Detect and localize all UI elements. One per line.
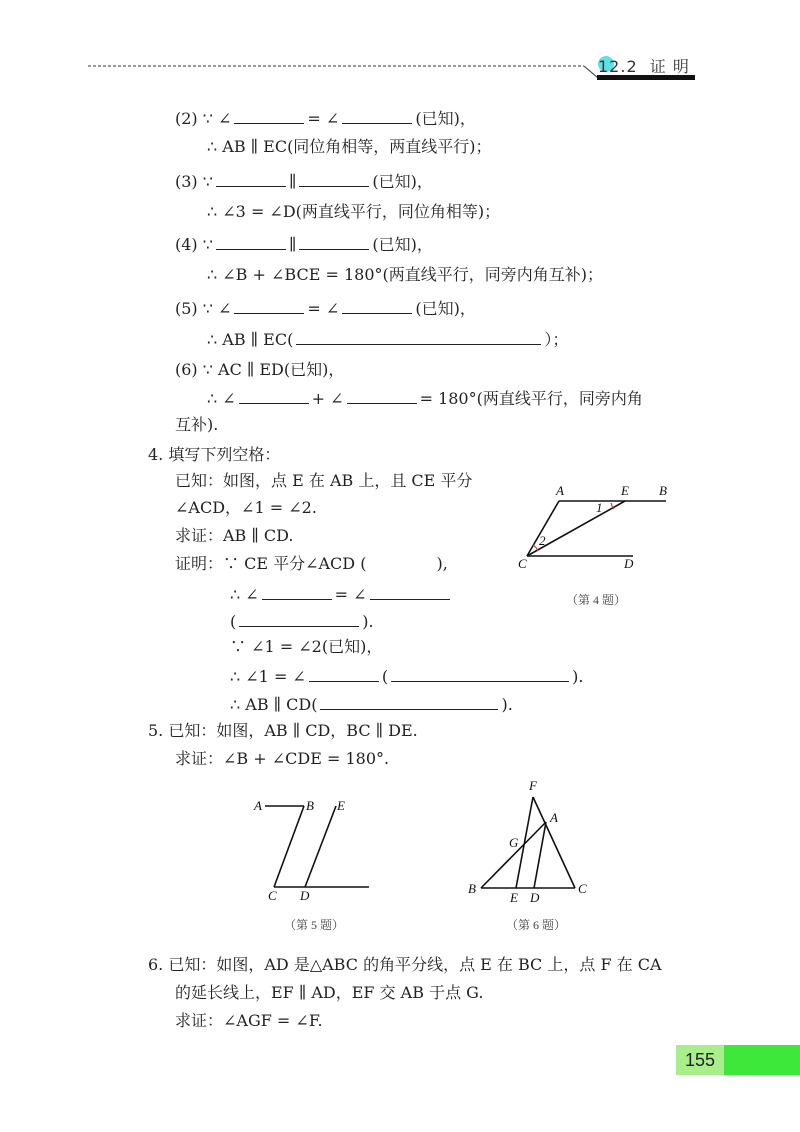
fig5-label-e: E — [337, 798, 345, 813]
blank[interactable] — [262, 583, 332, 600]
header-diagonal — [584, 66, 598, 78]
text: (2) ∵ ∠ — [175, 109, 232, 128]
text: (已知)， — [415, 299, 476, 318]
text: ). — [572, 667, 584, 686]
exercise-line: 已知：如图，点 E 在 AB 上，且 CE 平分 — [175, 471, 473, 490]
text: + ∠ — [311, 389, 344, 408]
running-header — [598, 54, 690, 77]
exercise-line — [230, 665, 583, 687]
exercise-line: 互补). — [175, 415, 219, 434]
fig6-label-c: C — [578, 881, 587, 896]
blank[interactable] — [216, 233, 286, 250]
blank[interactable] — [342, 107, 412, 124]
fig5-label-a: A — [254, 798, 262, 813]
fig4-label-b: B — [659, 483, 667, 498]
exercise-line — [230, 693, 513, 715]
fig5-caption: （第 5 题） — [284, 918, 345, 932]
blank[interactable] — [234, 107, 304, 124]
exercise-line: ∴ ∠B + ∠BCE = 180°(两直线平行，同旁内角互补)； — [207, 265, 603, 284]
exercise-line — [175, 107, 476, 129]
blank[interactable] — [239, 387, 309, 404]
page-number: 155 — [676, 1045, 724, 1075]
fig5-label-b: B — [306, 798, 314, 813]
blank[interactable] — [299, 233, 369, 250]
text: ∴ ∠1 = ∠ — [230, 667, 306, 686]
fig6-label-f: F — [529, 778, 537, 793]
blank[interactable] — [239, 610, 359, 627]
exercise-line — [175, 170, 433, 192]
text: ( — [381, 667, 389, 686]
text: ( — [230, 612, 237, 631]
text: (3) ∵ — [175, 172, 213, 191]
exercise-line — [230, 610, 374, 632]
text: ∴ AB ∥ CD( — [230, 695, 318, 714]
blank[interactable] — [234, 297, 304, 314]
text: (已知)， — [415, 109, 476, 128]
fig4-caption: （第 4 题） — [566, 593, 627, 607]
exercise-line: 求证：∠B + ∠CDE = 180°. — [175, 749, 390, 768]
fig6-caption: （第 6 题） — [506, 918, 567, 932]
exercise-line — [230, 583, 453, 605]
text: ). — [501, 695, 513, 714]
text: ∥ — [288, 235, 297, 254]
exercise-line: 的延长线上，EF ∥ AD，EF 交 AB 于点 G. — [175, 983, 484, 1002]
text: = ∠ — [307, 299, 340, 318]
fig5-label-c: C — [268, 888, 277, 903]
exercise-line: ∵ ∠1 = ∠2(已知)， — [230, 637, 383, 656]
exercise-heading: 5. 已知：如图，AB ∥ CD，BC ∥ DE. — [148, 721, 418, 740]
exercise-heading: 6. 已知：如图，AD 是△ABC 的角平分线，点 E 在 BC 上，点 F 在 CA — [148, 955, 662, 974]
blank[interactable] — [216, 170, 286, 187]
blank[interactable] — [391, 665, 569, 682]
text: ∥ — [288, 172, 297, 191]
text: = ∠ — [307, 109, 340, 128]
exercise-line — [207, 387, 643, 409]
page-number-bar — [724, 1045, 800, 1075]
section-title: 证 明 — [649, 57, 690, 76]
section-number: 12.2 — [598, 57, 638, 76]
figure-6 — [481, 797, 575, 888]
text: (5) ∵ ∠ — [175, 299, 232, 318]
blank[interactable] — [296, 328, 541, 345]
exercise-line: 求证：AB ∥ CD. — [175, 526, 294, 545]
blank[interactable] — [309, 665, 379, 682]
text: (4) ∵ — [175, 235, 213, 254]
text: 证明：∵ CE 平分∠ACD ( — [175, 554, 367, 573]
blank[interactable] — [299, 170, 369, 187]
fig6-label-d: D — [530, 890, 540, 905]
text: ∴ ∠ — [230, 585, 259, 604]
text: ). — [362, 612, 374, 631]
blank[interactable] — [342, 297, 412, 314]
fig4-label-1: 1 — [596, 500, 603, 515]
text: (已知)， — [372, 172, 433, 191]
text: (已知)， — [372, 235, 433, 254]
exercise-line — [175, 233, 433, 255]
text: = ∠ — [334, 585, 367, 604]
text: ∴ ∠ — [207, 389, 236, 408]
fig4-label-e: E — [621, 483, 629, 498]
fig6-label-e: E — [510, 890, 518, 905]
exercise-line — [175, 554, 448, 574]
fig6-label-b: B — [468, 881, 476, 896]
text: ), — [436, 554, 448, 573]
blank[interactable] — [347, 387, 417, 404]
exercise-line: ∴ ∠3 = ∠D(两直线平行，同位角相等)； — [207, 202, 501, 221]
exercise-line: ∠ACD，∠1 = ∠2. — [175, 498, 317, 517]
fig4-label-2: 2 — [539, 533, 546, 548]
fig5-label-d: D — [300, 888, 310, 903]
blank[interactable] — [370, 583, 450, 600]
fig4-label-a: A — [556, 483, 564, 498]
fig4-label-d: D — [624, 556, 634, 571]
text: = 180°(两直线平行，同旁内角 — [419, 389, 643, 408]
fig6-label-a: A — [550, 810, 558, 825]
exercise-line: (6) ∵ AC ∥ ED(已知)， — [175, 360, 345, 379]
text: ）； — [544, 330, 569, 349]
fig4-label-c: C — [518, 556, 527, 571]
figure-5 — [265, 806, 369, 887]
text: ∴ AB ∥ EC( — [207, 330, 294, 349]
exercise-line: 求证：∠AGF = ∠F. — [175, 1011, 323, 1030]
blank[interactable] — [320, 693, 498, 710]
fig6-label-g: G — [509, 835, 519, 850]
exercise-line — [207, 328, 568, 350]
exercise-heading: 4. 填写下列空格： — [148, 445, 281, 464]
exercise-line: ∴ AB ∥ EC(同位角相等，两直线平行)； — [207, 137, 492, 156]
exercise-line — [175, 297, 476, 319]
